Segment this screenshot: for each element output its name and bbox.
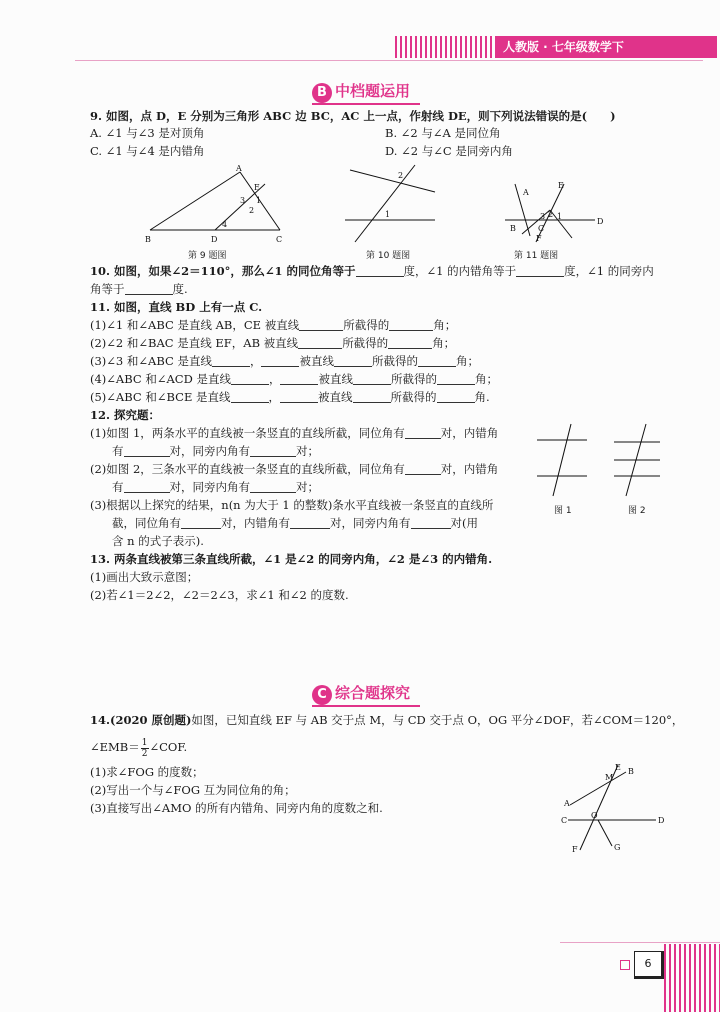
q12-l6a: 截，同位角有 [112, 516, 181, 530]
q13-stem: 13. 两条直线被第三条直线所截，∠1 是∠2 的同旁内角，∠2 是∠3 的内错角. [90, 552, 493, 566]
q12-blank1[interactable] [405, 438, 441, 439]
q11-l5a: (5)∠ABC 和∠BCE 是直线 [90, 390, 231, 404]
q12-line5: (3)根据以上探究的结果，n(n 为大于 1 的整数)条水平直线被一条竖直的直线所 [90, 498, 494, 512]
q11-line4 [90, 371, 498, 387]
q11-l1c: 角； [433, 318, 457, 332]
fig9-angle-1: 1 [256, 196, 262, 205]
q13-sub1: (1)画出大致示意图； [90, 570, 199, 584]
q11-blank5a[interactable] [231, 402, 269, 403]
q14-line1 [90, 712, 683, 728]
footer-square-icon [620, 960, 630, 970]
q11-blank1a[interactable] [299, 330, 343, 331]
q12-l3b: 对，内错角 [440, 462, 499, 476]
header-edition: 人教版 · 七年级数学下 [495, 36, 717, 58]
q11-stem: 11. 如图，直线 BD 上有一点 C. [90, 300, 263, 314]
q11-blank1b[interactable] [389, 330, 433, 331]
q14-sub3: (3)直接写出∠AMO 的所有内错角、同旁内角的度数之和. [90, 801, 383, 815]
q11-l1b: 所截得的 [343, 318, 390, 332]
fig11-label-e: E [558, 181, 564, 190]
footer-rule [560, 942, 720, 943]
fig9-caption: 第 9 题图 [188, 251, 227, 261]
q10-line2 [90, 281, 188, 297]
q12-l6d: 对(用 [450, 516, 478, 530]
q12-line7: 含 n 的式子表示). [112, 534, 204, 548]
q9-option-d: D. ∠2 与∠C 是同旁内角 [385, 144, 513, 158]
q11-l2c: 角； [432, 336, 456, 350]
section-b-badge: B [312, 83, 332, 103]
q11-blank4a[interactable] [231, 384, 269, 385]
q11-l2b: 所截得的 [342, 336, 389, 350]
q10-blank3[interactable] [125, 294, 173, 295]
q10-text1: 10. 如图，如果∠2＝110°，那么∠1 的同位角等于 [90, 264, 356, 278]
section-b-text: 中档题运用 [335, 82, 411, 100]
q12-l2c: 对； [296, 444, 319, 458]
q14-frac-num: 1 [141, 737, 148, 748]
fig2-caption: 图 2 [628, 506, 646, 516]
q10-line1 [90, 263, 654, 279]
q10-text3: 度，∠1 的同旁内 [564, 264, 654, 278]
fig11-label-b: B [510, 224, 516, 233]
fig11-angle-1: 1 [557, 212, 563, 221]
q11-blank3b[interactable] [261, 366, 299, 367]
footer-stripe [664, 944, 720, 1012]
q11-l1a: (1)∠1 和∠ABC 是直线 AB，CE 被直线 [90, 318, 300, 332]
q12-l4a: 有 [112, 480, 124, 494]
q11-l5d: 所截得的 [390, 390, 437, 404]
q12-blank8[interactable] [290, 528, 330, 529]
fig1-caption: 图 1 [554, 506, 572, 516]
q12-l2b: 对，同旁内角有 [169, 444, 250, 458]
figure-10 [340, 162, 440, 248]
q12-l1a: (1)如图 1，两条水平的直线被一条竖直的直线所截，同位角有 [90, 426, 405, 440]
figure-9 [140, 162, 290, 248]
q11-l4b: ， [268, 372, 281, 386]
fig14-label-g: G [614, 843, 621, 852]
q12-blank5[interactable] [124, 492, 170, 493]
q14-sub2: (2)写出一个与∠FOG 互为同位角的角； [90, 783, 296, 797]
figure-2 [612, 420, 662, 500]
fig11-angle-2: 2 [548, 210, 554, 219]
section-c-badge: C [312, 685, 332, 705]
fig14-label-e: E [615, 763, 621, 772]
q11-l4a: (4)∠ABC 和∠ACD 是直线 [90, 372, 231, 386]
q11-l5b: ， [268, 390, 280, 404]
q12-blank3[interactable] [250, 456, 296, 457]
figure-14 [560, 760, 670, 855]
q12-l4c: 对； [296, 480, 319, 494]
q14-stem: 如图，已知直线 EF 与 AB 交于点 M，与 CD 交于点 O，OG 平分∠DOF，若∠COM＝120°， [191, 713, 684, 727]
q11-l5e: 角. [474, 390, 490, 404]
section-b-title [312, 80, 410, 103]
q11-l3b: ， [249, 354, 262, 368]
q14-frac-den: 2 [141, 748, 148, 759]
fig14-label-a: A [564, 799, 570, 808]
q12-l3a: (2)如图 2，三条水平的直线被一条竖直的直线所截，同位角有 [90, 462, 405, 476]
q11-blank2a[interactable] [298, 348, 342, 349]
q13-sub2: (2)若∠1＝2∠2，∠2＝2∠3，求∠1 和∠2 的度数. [90, 588, 349, 602]
q12-blank6[interactable] [250, 492, 296, 493]
fig9-angle-2: 2 [249, 206, 255, 215]
q11-blank5d[interactable] [437, 402, 475, 403]
fig9-label-e: E [254, 183, 260, 192]
fig14-label-d: D [658, 816, 665, 825]
q11-line3 [90, 353, 479, 369]
q14-num: 14. [90, 713, 111, 727]
q11-blank3c[interactable] [334, 366, 372, 367]
q11-l3a: (3)∠3 和∠ABC 是直线 [90, 354, 212, 368]
q12-l4b: 对，同旁内角有 [169, 480, 250, 494]
fig9-angle-3: 3 [240, 196, 246, 205]
q12-line2 [112, 443, 319, 459]
q12-blank4[interactable] [405, 474, 441, 475]
q12-line1 [90, 425, 498, 441]
q12-line6 [112, 515, 478, 531]
figure-11 [500, 176, 610, 248]
fig9-label-b: B [145, 235, 151, 244]
fig14-label-c: C [561, 816, 568, 825]
fig10-angle-1: 1 [385, 210, 391, 219]
q14-l2b: ∠COF. [149, 740, 188, 754]
q14-l2a: ∠EMB＝ [90, 740, 140, 754]
q11-blank2b[interactable] [388, 348, 432, 349]
fig10-caption: 第 10 题图 [366, 251, 411, 261]
fig14-label-o: O [591, 811, 598, 820]
q11-l3d: 所截得的 [371, 354, 418, 368]
q9-stem: 9. 如图，点 D，E 分别为三角形 ABC 边 BC，AC 上一点，作射线 DE，则下列说法错误的是( ) [90, 109, 616, 123]
fig11-angle-3: 3 [540, 212, 546, 221]
fig11-label-a: A [523, 188, 529, 197]
figure-1 [535, 420, 590, 500]
header-stripe [395, 36, 493, 58]
q11-line2 [90, 335, 455, 351]
q14-line2 [90, 734, 187, 760]
section-c-underline [312, 705, 420, 707]
fig9-label-d: D [211, 235, 218, 244]
q11-blank4c[interactable] [353, 384, 391, 385]
footer-page-box [634, 951, 664, 979]
q12-stem: 12. 探究题： [90, 408, 161, 422]
fig9-label-c: C [276, 235, 283, 244]
q12-l2a: 有 [112, 444, 124, 458]
page-number: 6 [644, 957, 652, 970]
fig11-label-d: D [597, 217, 604, 226]
section-c-text: 综合题探究 [335, 684, 411, 702]
q9-option-a: A. ∠1 与∠3 是对顶角 [90, 126, 205, 140]
q12-blank7[interactable] [181, 528, 221, 529]
q12-l1b: 对，内错角 [440, 426, 499, 440]
fig11-label-f: F [536, 234, 542, 243]
section-b-underline [312, 103, 420, 105]
q12-line3 [90, 461, 498, 477]
q14-tag: (2020 原创题) [110, 713, 192, 727]
q9-option-c: C. ∠1 与∠4 是内错角 [90, 144, 205, 158]
q9-option-b: B. ∠2 与∠A 是同位角 [385, 126, 501, 140]
q12-l6c: 对，同旁内角有 [330, 516, 411, 530]
q11-l3c: 被直线 [299, 354, 334, 368]
q11-line5 [90, 389, 490, 405]
fig9-label-a: A [236, 164, 242, 173]
q11-l4c: 被直线 [318, 372, 353, 386]
fig11-caption: 第 11 题图 [514, 251, 559, 261]
q14-sub1: (1)求∠FOG 的度数； [90, 765, 204, 779]
fig14-label-f: F [572, 845, 578, 854]
q10-blank2[interactable] [516, 276, 564, 277]
q11-line1 [90, 317, 456, 333]
fig11-label-c: C [538, 224, 545, 233]
q12-line4 [112, 479, 319, 495]
q11-l4d: 所截得的 [390, 372, 437, 386]
q14-fraction [141, 738, 149, 759]
q11-blank5b[interactable] [280, 402, 318, 403]
q12-blank9[interactable] [411, 528, 451, 529]
q11-l3e: 角； [455, 354, 479, 368]
q10-blank1[interactable] [356, 276, 404, 277]
q11-blank5c[interactable] [353, 402, 391, 403]
q11-l5c: 被直线 [318, 390, 353, 404]
q10-text2: 度，∠1 的内错角等于 [403, 264, 517, 278]
fig14-label-m: M [605, 773, 614, 782]
q11-l2a: (2)∠2 和∠BAC 是直线 EF，AB 被直线 [90, 336, 299, 350]
fig10-angle-2: 2 [398, 171, 404, 180]
q12-blank2[interactable] [124, 456, 170, 457]
q12-l6b: 对，内错角有 [221, 516, 290, 530]
q11-blank3d[interactable] [418, 366, 456, 367]
header-rule [75, 60, 703, 61]
fig9-angle-4: 4 [222, 220, 228, 229]
q10-text5: 度. [172, 282, 188, 296]
fig14-label-b: B [628, 767, 634, 776]
section-c-title [312, 682, 410, 705]
q11-blank4d[interactable] [437, 384, 475, 385]
q10-text4: 角等于 [90, 282, 125, 296]
q11-l4e: 角； [474, 372, 498, 386]
q11-blank4b[interactable] [280, 384, 318, 385]
q11-blank3a[interactable] [212, 366, 250, 367]
